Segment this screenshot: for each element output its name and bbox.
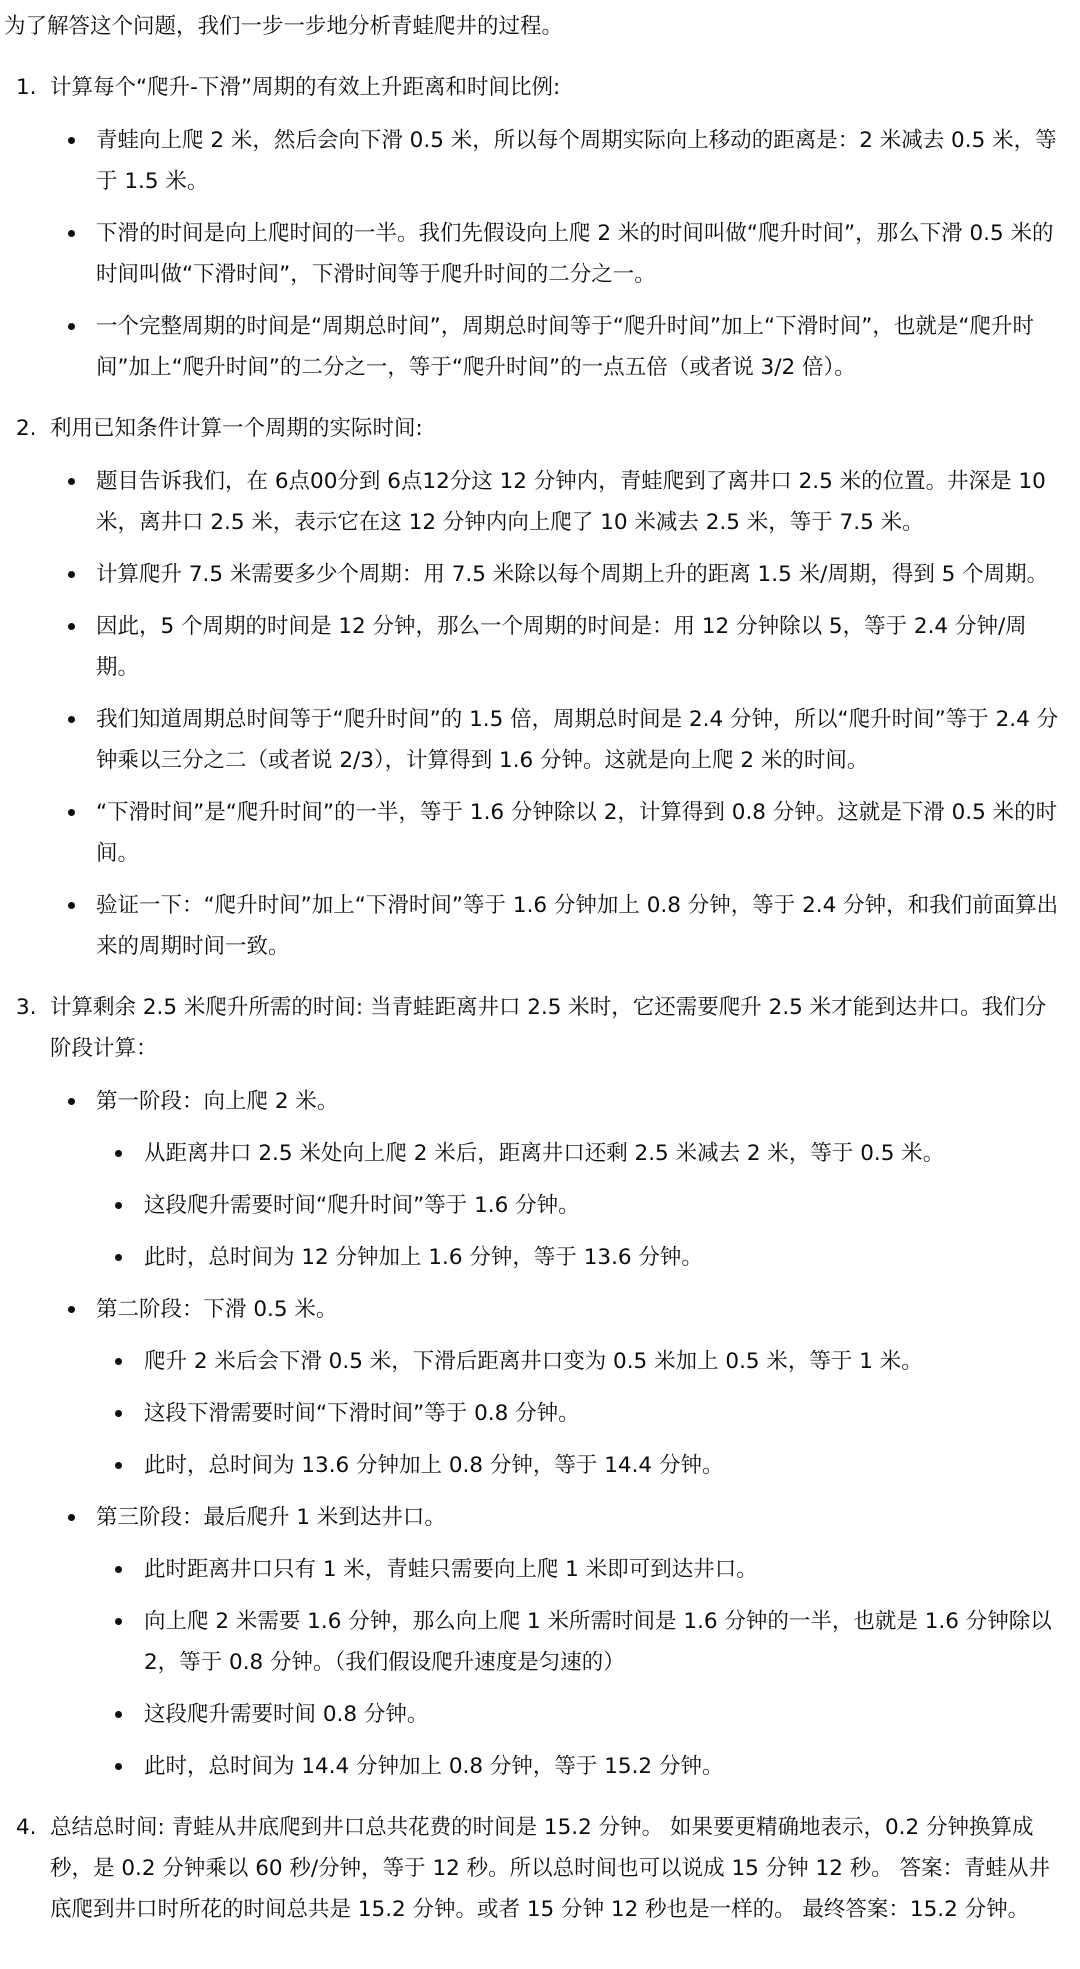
step-item [4,1807,1064,1930]
bullet-text: 一个完整周期的时间是“周期总时间”，周期总时间等于“爬升时间”加上“下滑时间”，也就是“爬升时间”加上“爬升时间”的二分之一，等于“爬升时间”的一点五倍（或者说 3/2 倍）。 [96,314,1034,380]
bullet-text: 第二阶段：下滑 0.5 米。 [96,1297,338,1322]
step-item [4,987,1064,1787]
bullet-item [50,792,1064,874]
sub-bullet-text: 这段下滑需要时间“下滑时间”等于 0.8 分钟。 [144,1401,580,1426]
sub-bullet-item [96,1601,1064,1683]
bullet-item [50,1289,1064,1486]
bullet-item [50,606,1064,688]
step-number: 4. [16,1815,37,1840]
bullet-item [50,461,1064,543]
bullet-dot-icon [68,323,75,330]
sub-bullet-text: 此时，总时间为 12 分钟加上 1.6 分钟，等于 13.6 分钟。 [144,1245,703,1270]
bullet-text: 计算爬升 7.5 米需要多少个周期：用 7.5 米除以每个周期上升的距离 1.5 米/周期，得到 5 个周期。 [96,562,1049,587]
sub-bullet-item [96,1393,1064,1434]
steps-list [4,67,1064,1930]
sub-bullet-text: 这段爬升需要时间 0.8 分钟。 [144,1702,429,1727]
sub-bullet-list [96,1133,1064,1278]
sub-bullet-item [96,1237,1064,1278]
sub-bullet-item [96,1445,1064,1486]
bullet-dot-icon [115,1254,122,1261]
bullet-dot-icon [68,478,75,485]
bullet-list [50,120,1064,388]
sub-bullet-item [96,1694,1064,1735]
bullet-text: 青蛙向上爬 2 米，然后会向下滑 0.5 米，所以每个周期实际向上移动的距离是：2 米减去 0.5 米，等于 1.5 米。 [96,128,1057,194]
sub-bullet-text: 从距离井口 2.5 米处向上爬 2 米后，距离井口还剩 2.5 米减去 2 米，等于 0.5 米。 [144,1141,945,1166]
step-heading: 利用已知条件计算一个周期的实际时间: [50,416,423,441]
sub-bullet-item [96,1341,1064,1382]
step-item [4,408,1064,967]
sub-bullet-item [96,1133,1064,1174]
step-heading: 计算剩余 2.5 米爬升所需的时间: 当青蛙距离井口 2.5 米时，它还需要爬升 2.5 米才能到达井口。我们分阶段计算： [50,995,1047,1061]
bullet-dot-icon [68,571,75,578]
bullet-dot-icon [115,1763,122,1770]
bullet-dot-icon [115,1711,122,1718]
step-number: 2. [16,416,37,441]
bullet-text: 题目告诉我们，在 6点00分到 6点12分这 12 分钟内，青蛙爬到了离井口 2.5 米的位置。井深是 10 米，离井口 2.5 米，表示它在这 12 分钟内向上爬了 10 米减去 2.5 米，等于 7.5 米。 [96,469,1046,535]
bullet-dot-icon [115,1202,122,1209]
sub-bullet-item [96,1185,1064,1226]
bullet-item [50,885,1064,967]
sub-bullet-text: 此时，总时间为 14.4 分钟加上 0.8 分钟，等于 15.2 分钟。 [144,1754,724,1779]
sub-bullet-text: 这段爬升需要时间“爬升时间”等于 1.6 分钟。 [144,1193,580,1218]
bullet-dot-icon [115,1462,122,1469]
bullet-item [50,554,1064,595]
bullet-dot-icon [115,1566,122,1573]
bullet-dot-icon [68,809,75,816]
bullet-list [50,1081,1064,1787]
bullet-text: 我们知道周期总时间等于“爬升时间”的 1.5 倍，周期总时间是 2.4 分钟，所以“爬升时间”等于 2.4 分钟乘以三分之二（或者说 2/3），计算得到 1.6 分钟。这就是向上爬 2 米的时间。 [96,707,1059,773]
bullet-dot-icon [115,1618,122,1625]
bullet-dot-icon [115,1358,122,1365]
bullet-item [50,699,1064,781]
bullet-dot-icon [68,716,75,723]
bullet-item [50,1081,1064,1278]
sub-bullet-item [96,1746,1064,1787]
step-heading: 总结总时间: 青蛙从井底爬到井口总共花费的时间是 15.2 分钟。 如果要更精确地表示，0.2 分钟换算成秒，是 0.2 分钟乘以 60 秒/分钟，等于 12 秒。所以总时间也可以说成 15 分钟 12 秒。 答案：青蛙从井底爬到井口时所花的时间总共是 15.2 分钟。或者 15 分钟 12 秒也是一样的。 最终答案：15.2 分钟。 [50,1815,1051,1922]
step-heading: 计算每个“爬升-下滑”周期的有效上升距离和时间比例: [50,75,561,100]
bullet-list [50,461,1064,967]
sub-bullet-list [96,1549,1064,1787]
bullet-dot-icon [68,1306,75,1313]
bullet-item [50,213,1064,295]
bullet-text: 验证一下：“爬升时间”加上“下滑时间”等于 1.6 分钟加上 0.8 分钟，等于 2.4 分钟，和我们前面算出来的周期时间一致。 [96,893,1059,959]
bullet-item [50,120,1064,202]
bullet-dot-icon [115,1410,122,1417]
sub-bullet-text: 向上爬 2 米需要 1.6 分钟，那么向上爬 1 米所需时间是 1.6 分钟的一半，也就是 1.6 分钟除以 2，等于 0.8 分钟。（我们假设爬升速度是匀速的） [144,1609,1052,1675]
step-item [4,67,1064,388]
bullet-dot-icon [68,1514,75,1521]
bullet-dot-icon [68,902,75,909]
bullet-text: “下滑时间”是“爬升时间”的一半，等于 1.6 分钟除以 2，计算得到 0.8 分钟。这就是下滑 0.5 米的时间。 [96,800,1058,866]
bullet-dot-icon [115,1150,122,1157]
bullet-text: 因此，5 个周期的时间是 12 分钟，那么一个周期的时间是：用 12 分钟除以 5，等于 2.4 分钟/周期。 [96,614,1027,680]
bullet-dot-icon [68,230,75,237]
bullet-text: 第一阶段：向上爬 2 米。 [96,1089,339,1114]
bullet-text: 第三阶段：最后爬升 1 米到达井口。 [96,1505,446,1530]
bullet-dot-icon [68,137,75,144]
sub-bullet-text: 此时距离井口只有 1 米，青蛙只需要向上爬 1 米即可到达井口。 [144,1557,758,1582]
step-number: 3. [16,995,37,1020]
bullet-item [50,306,1064,388]
sub-bullet-text: 爬升 2 米后会下滑 0.5 米，下滑后距离井口变为 0.5 米加上 0.5 米，等于 1 米。 [144,1349,923,1374]
sub-bullet-item [96,1549,1064,1590]
intro-paragraph: 为了解答这个问题，我们一步一步地分析青蛙爬井的过程。 [4,14,564,39]
bullet-item [50,1497,1064,1787]
step-number: 1. [16,75,37,100]
bullet-dot-icon [68,623,75,630]
bullet-text: 下滑的时间是向上爬时间的一半。我们先假设向上爬 2 米的时间叫做“爬升时间”，那么下滑 0.5 米的时间叫做“下滑时间”，下滑时间等于爬升时间的二分之一。 [96,221,1054,287]
sub-bullet-text: 此时，总时间为 13.6 分钟加上 0.8 分钟，等于 14.4 分钟。 [144,1453,724,1478]
sub-bullet-list [96,1341,1064,1486]
bullet-dot-icon [68,1098,75,1105]
